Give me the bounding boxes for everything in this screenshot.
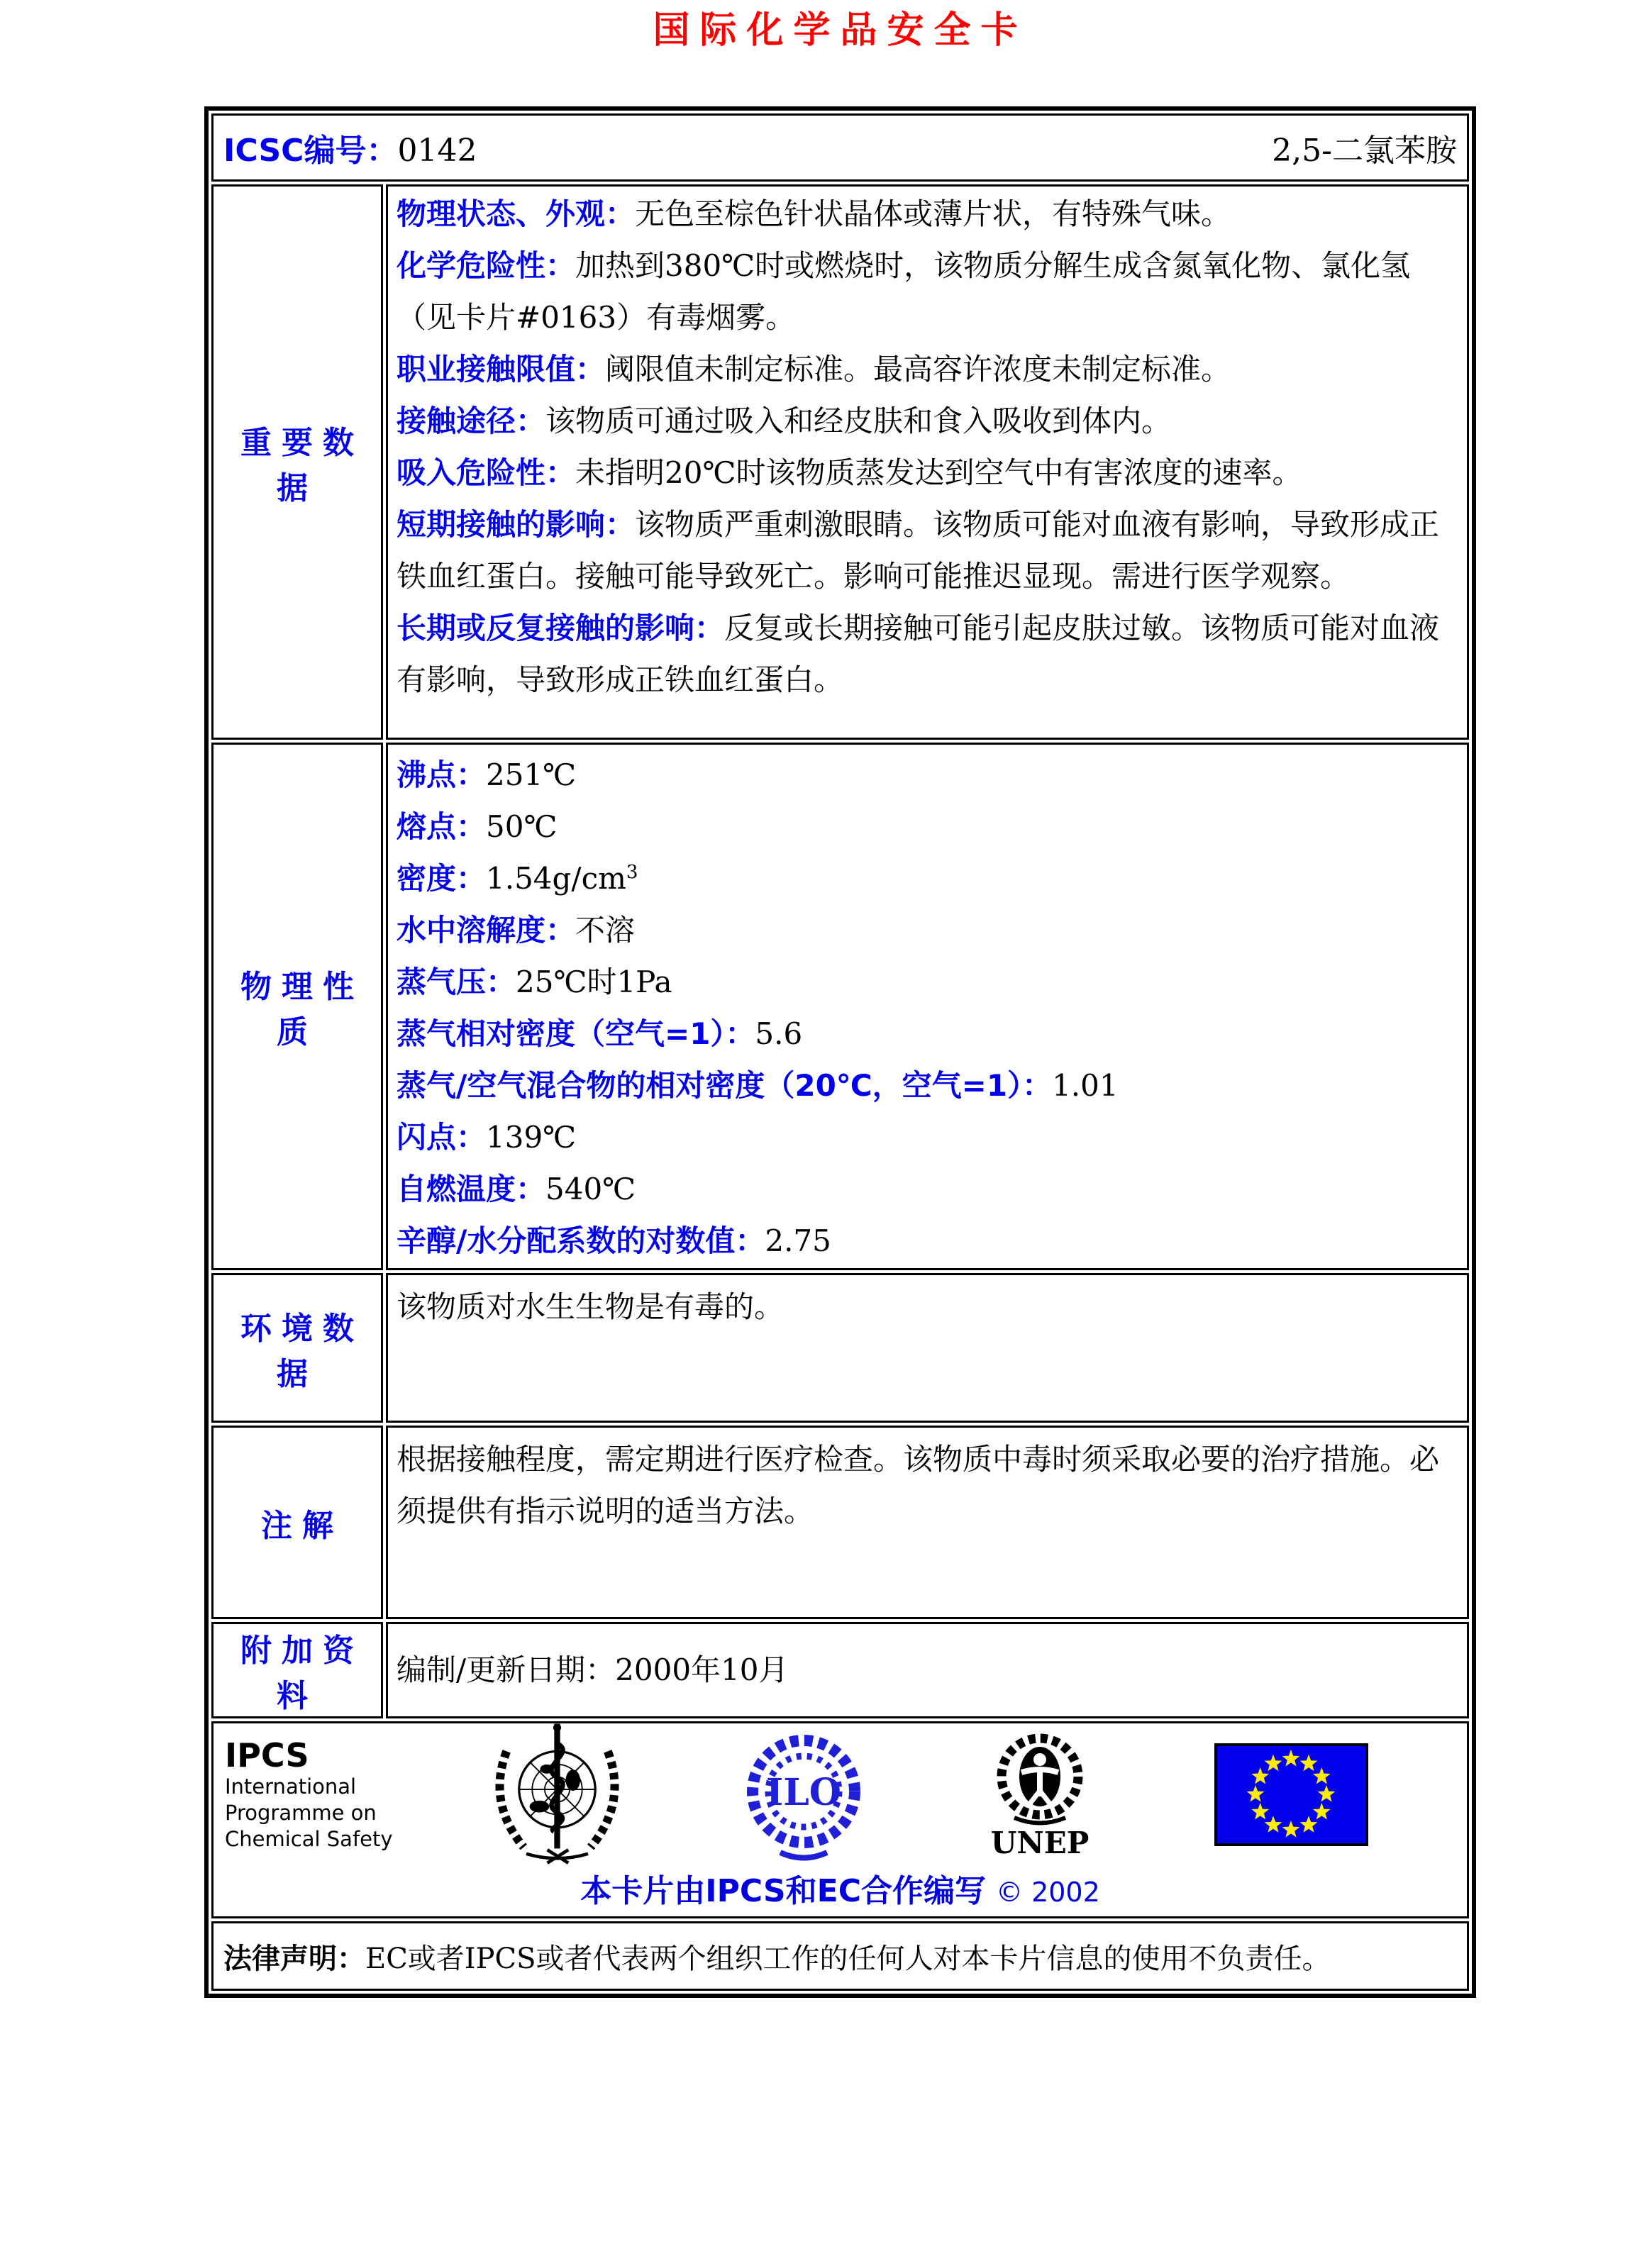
- section-label-important-data: 重要数据: [211, 184, 383, 740]
- property-line: [397, 240, 1456, 343]
- property-label: 长期或反复接触的影响：: [397, 611, 725, 645]
- property-label: 蒸气压：: [397, 965, 516, 999]
- icsc-number-label: ICSC编号：: [223, 133, 398, 169]
- property-text: 该物质严重刺激眼睛。该物质可能对血液有影响，导致形成正铁血红蛋白。接触可能导致死亡。影响可能推迟显现。需进行医学观察。: [397, 507, 1440, 594]
- page: [0, 10, 1652, 1998]
- substance-name: 2,5-二氯苯胺: [1272, 133, 1457, 169]
- property-label: 接触途径：: [397, 404, 546, 438]
- property-label: 熔点：: [397, 809, 487, 844]
- section-label-additional-info: 附加资料: [211, 1622, 383, 1718]
- ipcs-subtitle-line: Chemical Safety: [225, 1826, 393, 1851]
- additional-info-content: 编制/更新日期：2000年10月: [386, 1622, 1469, 1718]
- header-cell: [211, 113, 1469, 182]
- property-value: 139℃: [486, 1120, 577, 1155]
- icsc-number: [223, 125, 477, 170]
- property-label: 物理状态、外观：: [397, 196, 636, 231]
- legal-label: 法律声明：: [223, 1942, 365, 1975]
- property-label: 吸入危险性：: [397, 455, 576, 490]
- physical-properties-row: [211, 743, 1469, 1270]
- property-value: 不溶: [575, 913, 636, 948]
- property-line: [397, 395, 1456, 447]
- logos-row: [211, 1721, 1469, 1918]
- property-label: 水中溶解度：: [397, 913, 576, 948]
- property-line: [397, 447, 1456, 499]
- property-label: 蒸气/空气混合物的相对密度（20℃，空气=1）：: [397, 1068, 1053, 1103]
- property-line: [397, 852, 1456, 904]
- notes-row: [211, 1426, 1469, 1619]
- property-value: 50℃: [486, 809, 558, 844]
- logos-cell: [211, 1721, 1469, 1918]
- property-value: 25℃时1Pa: [516, 965, 672, 999]
- property-label: 职业接触限值：: [397, 352, 606, 387]
- property-line: [397, 343, 1456, 395]
- important-data-row: [211, 184, 1469, 740]
- property-line: [397, 1008, 1456, 1060]
- ipcs-title: IPCS: [225, 1735, 309, 1774]
- property-label: 蒸气相对密度（空气=1）：: [397, 1016, 755, 1051]
- credit-text: 本卡片由IPCS和EC合作编写: [580, 1873, 986, 1909]
- property-label: 沸点：: [397, 757, 487, 792]
- environmental-data-content: [386, 1273, 1469, 1423]
- legal-row: [211, 1921, 1469, 1991]
- additional-info-row: [211, 1622, 1469, 1718]
- icsc-card-table: [204, 106, 1476, 1998]
- ilo-logo-text: ILO: [765, 1771, 842, 1814]
- copyright-text: © 2002: [995, 1877, 1100, 1908]
- section-label-environmental-data: 环境数据: [211, 1273, 383, 1423]
- property-label: 短期接触的影响：: [397, 507, 636, 542]
- property-value: 5.6: [755, 1016, 803, 1051]
- property-line: [397, 956, 1456, 1008]
- icsc-number-value: 0142: [397, 133, 477, 169]
- property-line: [397, 904, 1456, 956]
- property-text: 未指明20℃时该物质蒸发达到空气中有害浓度的速率。: [575, 455, 1302, 490]
- property-line: [397, 602, 1456, 706]
- important-data-content: [386, 184, 1469, 740]
- property-text: 加热到380℃时或燃烧时，该物质分解生成含氮氧化物、氯化氢（见卡片#0163）有毒烟雾。: [397, 248, 1411, 335]
- property-line: [397, 188, 1456, 240]
- credit-line: [214, 1865, 1467, 1918]
- property-value: 251℃: [486, 757, 577, 792]
- environmental-data-row: [211, 1273, 1469, 1423]
- physical-properties-content: [386, 743, 1469, 1270]
- ipcs-logo: [225, 1737, 416, 1852]
- who-logo: [482, 1723, 633, 1865]
- ipcs-subtitle-line: Programme on: [225, 1800, 377, 1825]
- unep-logo: [977, 1731, 1102, 1857]
- property-label: 辛醇/水分配系数的对数值：: [397, 1223, 765, 1258]
- unep-logo-text: UNEP: [990, 1826, 1090, 1857]
- header-row: [211, 113, 1469, 182]
- property-text: 该物质可通过吸入和经皮肤和食入吸收到体内。: [545, 404, 1172, 438]
- property-label: 闪点：: [397, 1120, 487, 1155]
- section-label-notes: 注解: [211, 1426, 383, 1619]
- property-value: 2.75: [765, 1223, 831, 1258]
- property-line: [397, 1111, 1456, 1163]
- property-text: 反复或长期接触可能引起皮肤过敏。该物质可能对血液有影响，导致形成正铁血红蛋白。: [397, 611, 1440, 697]
- property-value: 1.54g/cm: [486, 861, 626, 896]
- property-value-superscript: 3: [626, 862, 638, 883]
- property-text: 阈限值未制定标准。最高容许浓度未制定标准。: [605, 352, 1231, 387]
- property-line: [397, 1215, 1456, 1267]
- property-label: 密度：: [397, 861, 487, 896]
- property-label: 自燃温度：: [397, 1172, 546, 1206]
- ilo-logo: [738, 1725, 870, 1864]
- notes-text: 根据接触程度，需定期进行医疗检查。该物质中毒时须采取必要的治疗措施。必须提供有指示说明的适当方法。: [397, 1442, 1440, 1528]
- ipcs-subtitle-line: International: [225, 1774, 357, 1799]
- legal-text: EC或者IPCS或者代表两个组织工作的任何人对本卡片信息的使用不负责任。: [365, 1942, 1331, 1975]
- property-line: [397, 801, 1456, 852]
- notes-content: [386, 1426, 1469, 1619]
- property-text: 无色至棕色针状晶体或薄片状，有特殊气味。: [635, 196, 1231, 231]
- property-line: [397, 749, 1456, 801]
- property-line: [397, 499, 1456, 602]
- section-label-physical-properties: 物理性质: [211, 743, 383, 1270]
- property-value: 540℃: [545, 1172, 636, 1206]
- eu-flag: [1214, 1743, 1368, 1846]
- legal-cell: [211, 1921, 1469, 1991]
- property-line: [397, 1163, 1456, 1215]
- page-title: 国际化学品安全卡: [653, 9, 1028, 52]
- property-line: [397, 1060, 1456, 1111]
- environmental-data-text: 该物质对水生生物是有毒的。: [397, 1289, 785, 1324]
- property-label: 化学危险性：: [397, 248, 576, 283]
- property-value: 1.01: [1052, 1068, 1119, 1103]
